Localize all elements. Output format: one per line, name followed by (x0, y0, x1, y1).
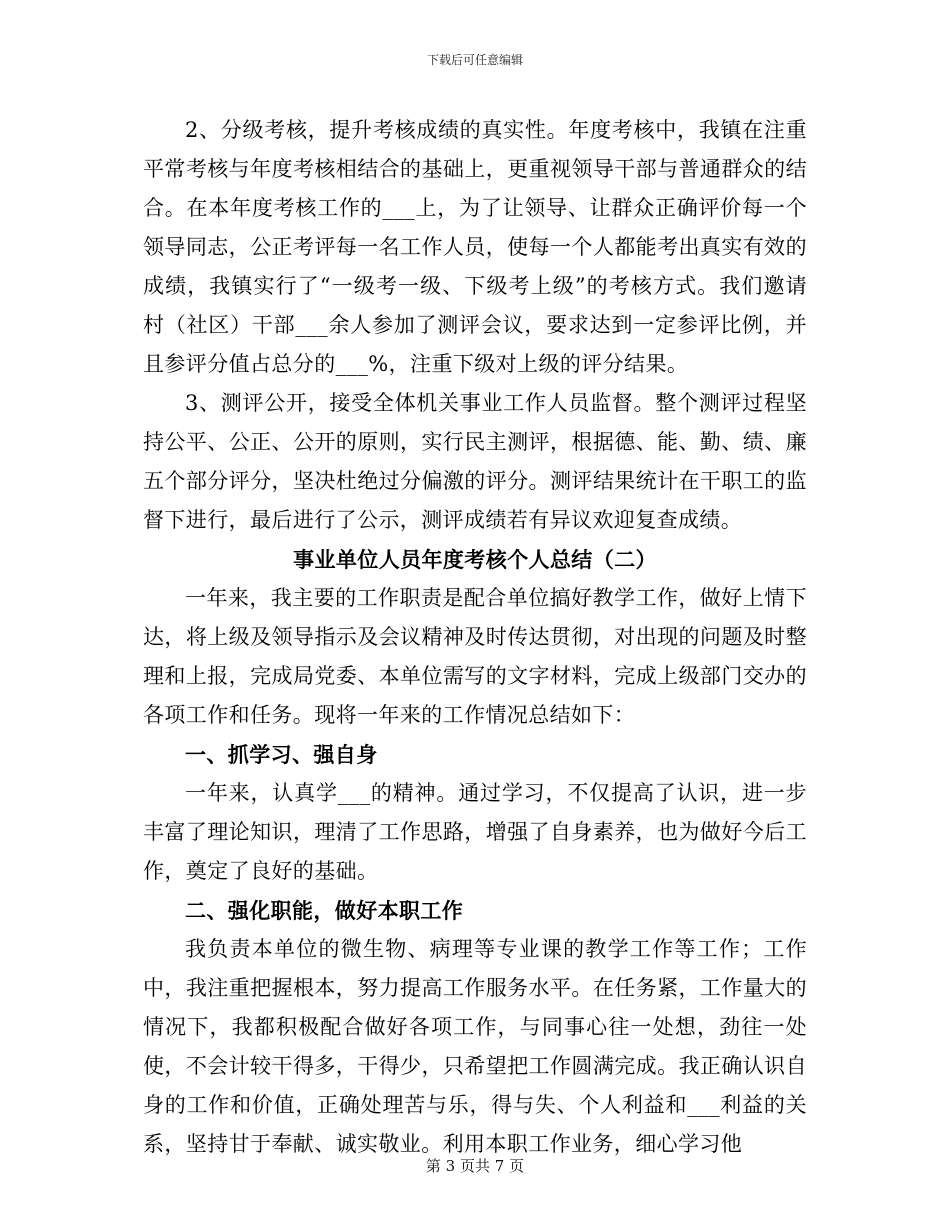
paragraph-duties: 我负责本单位的微生物、病理等专业课的教学工作等工作；工作中，我注重把握根本，努力提高工作服务水平。在任务紧，工作量大的情况下，我都积极配合做好各项工作，与同事心往一处想，劲往一处使，不会计较干得多，干得少，只希望把工作圆满完成。我正确认识自身的工作和价值，正确处理苦与乐，得与失、个人利益和___利益的关系，坚持甘于奉献、诚实敬业。利用本职工作业务，细心学习他 (143, 937, 807, 1156)
page-footer: 第 3 页共 7 页 (425, 1157, 525, 1175)
heading-study: 一、抓学习、强自身 (185, 742, 378, 767)
paragraph-open-evaluation: 3、测评公开，接受全体机关事业工作人员监督。整个测评过程坚持公平、公正、公开的原则，实行民主测评，根据德、能、勤、绩、廉五个部分评分，坚决杜绝过分偏激的评分。测评结果统计在干职工的监督下进行，最后进行了公示，测评成绩若有异议欢迎复查成绩。 (143, 391, 807, 532)
paragraph-grading-assessment: 2、分级考核，提升考核成绩的真实性。年度考核中，我镇在注重平常考核与年度考核相结合的基础上，更重视领导干部与普通群众的结合。在本年度考核工作的___上，为了让领导、让群众正确评价每一个领导同志，公正考评每一名工作人员，使每一个人都能考出真实有效的成绩，我镇实行了“一级考一级、下级考上级”的考核方式。我们邀请村（社区）干部___余人参加了测评会议，要求达到一定参评比例，并且参评分值占总分的___%，注重下级对上级的评分结果。 (143, 118, 807, 376)
page-header: 下载后可任意编辑 (426, 53, 523, 67)
paragraph-study: 一年来，认真学___的精神。通过学习，不仅提高了认识，进一步丰富了理论知识，理清了工作思路，增强了自身素养，也为做好今后工作，奠定了良好的基础。 (143, 781, 807, 883)
section-title: 事业单位人员年度考核个人总结（二） (293, 547, 657, 572)
document-body (143, 111, 807, 1164)
paragraph-intro: 一年来，我主要的工作职责是配合单位搞好教学工作，做好上情下达，将上级及领导指示及会议精神及时传达贯彻，对出现的问题及时整理和上报，完成局党委、本单位需写的文字材料，完成上级部门交办的各项工作和任务。现将一年来的工作情况总结如下： (143, 586, 807, 727)
heading-duties: 二、强化职能，做好本职工作 (185, 898, 464, 923)
